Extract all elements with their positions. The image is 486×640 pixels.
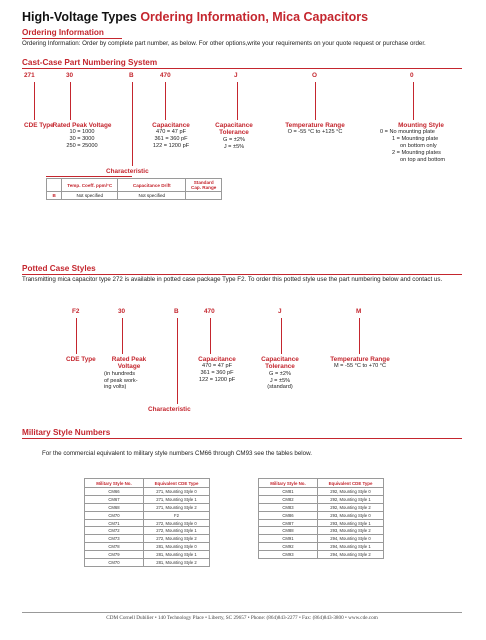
table-header-cell: Standard Cap. Range [186, 179, 222, 192]
page-title-part1: High-Voltage Types [22, 10, 141, 24]
table-cell: 271, Mounting Style 1 [144, 495, 210, 503]
table-cell: CM67 [85, 495, 144, 503]
cast-mounting-label: Mounting Style [398, 122, 444, 129]
table-cell: 293, Mounting Style 2 [318, 527, 384, 535]
page-title [22, 10, 368, 24]
potted-code-470: 470 [204, 308, 215, 315]
potted-rated-peak-value: of peak work- [104, 377, 138, 384]
table-cell: CM71 [85, 519, 144, 527]
potted-code-30: 30 [118, 308, 126, 315]
table-header-cell: Temp. Coeff. ppm/°C [62, 179, 118, 192]
table-header-row [47, 179, 222, 192]
table-cell: CM82 [259, 495, 318, 503]
potted-capacitance-value: 470 = 47 pF [201, 363, 232, 370]
potted-code-b: B [174, 308, 179, 315]
connector [132, 82, 133, 166]
connector [210, 318, 211, 354]
connector [237, 82, 238, 120]
military-rule [22, 438, 462, 439]
table-cell: CM66 [85, 488, 144, 496]
table-cell: 294, Mounting Style 2 [318, 551, 384, 559]
table-row [259, 543, 384, 551]
table-cell: CM73 [85, 535, 144, 543]
table-header-cell: Military Style No. [259, 479, 318, 488]
table-cell: CM86 [259, 511, 318, 519]
table-row [85, 527, 210, 535]
cast-tolerance [204, 122, 264, 150]
table-cell: CM92 [259, 543, 318, 551]
military-text: For the commercial equivalent to military style numbers CM66 through CM93 see the tables below. [42, 450, 312, 457]
cast-rated-peak-value: 10 = 1000 [69, 129, 95, 136]
table-row [259, 535, 384, 543]
potted-rated-peak [100, 356, 158, 391]
table-header-cell: Equivalent CDE Type [144, 479, 210, 488]
table-row [259, 503, 384, 511]
potted-temp-range-label: Temperature Range [330, 356, 390, 363]
table-row [85, 535, 210, 543]
table-header-cell: Military Style No. [85, 479, 144, 488]
table-cell: 281, Mounting Style 2 [144, 559, 210, 567]
military-table-2 [258, 478, 384, 559]
table-header-row [259, 479, 384, 488]
table-cell: 293, Mounting Style 0 [318, 511, 384, 519]
ordering-rule [22, 38, 122, 39]
table-cell: Not specified [62, 192, 118, 200]
cast-case-heading: Cast-Case Part Numbering System [22, 58, 158, 67]
cast-capacitance-value: 122 = 1200 pF [152, 143, 190, 149]
table-cell: 272, Mounting Style 1 [144, 527, 210, 535]
table-row [85, 503, 210, 511]
table-row [85, 511, 210, 519]
table-cell: CM81 [259, 488, 318, 496]
connector [165, 82, 166, 120]
potted-tolerance-value: J = ±5% [269, 377, 291, 384]
table-cell: CM87 [259, 519, 318, 527]
potted-capacitance-value: 122 = 1200 pF [198, 377, 236, 383]
table-cell: CM70 [85, 511, 144, 519]
cast-rated-peak [52, 122, 112, 150]
potted-tolerance [250, 356, 310, 391]
table-cell: CM93 [259, 551, 318, 559]
table-row [259, 488, 384, 496]
cast-tolerance-value: J = ±5% [223, 143, 245, 150]
table-cell: CM79 [85, 551, 144, 559]
table-cell: CM83 [259, 503, 318, 511]
potted-characteristic: Characteristic [148, 406, 191, 413]
table-cell: 294, Mounting Style 0 [318, 535, 384, 543]
cast-temp-range-label: Temperature Range [285, 122, 345, 129]
table-row [259, 527, 384, 535]
military-heading: Military Style Numbers [22, 428, 111, 437]
connector [359, 318, 360, 354]
page-title-part2: Ordering Information, Mica Capacitors [140, 10, 369, 24]
military-table-1 [84, 478, 210, 567]
table-row [259, 511, 384, 519]
table-cell: 292, Mounting Style 1 [318, 495, 384, 503]
cast-code-30: 30 [66, 72, 74, 79]
cast-mounting-value: on top and bottom [400, 156, 446, 163]
table-cell: 272, Mounting Style 0 [144, 519, 210, 527]
table-row [259, 495, 384, 503]
cast-code-o: O [312, 72, 317, 79]
table-cell: CM68 [85, 503, 144, 511]
cast-mounting [380, 122, 462, 163]
table-cell: 294, Mounting Style 1 [318, 543, 384, 551]
cast-capacitance-value: 361 = 360 pF [154, 136, 188, 143]
cast-code-j: J [234, 72, 238, 79]
potted-text: Transmitting mica capacitor type 272 is available in potted case package Type F2. To order this potted style use the part numbering below and contact us. [22, 276, 443, 283]
potted-capacitance-label: Capacitance [198, 356, 236, 363]
potted-tolerance-value: (standard) [267, 384, 293, 391]
table-row [85, 559, 210, 567]
table-row [85, 519, 210, 527]
table-cell: B [47, 192, 62, 200]
footer-text: CDM Cornell Dubilier • 140 Technology Place • Liberty, SC 29657 • Phone: (864)843-2277 • Fax: (864)843-3800 • www.cde.com [106, 615, 378, 621]
table-row [259, 519, 384, 527]
potted-code-m: M [356, 308, 362, 315]
table-cell: 292, Mounting Style 2 [318, 503, 384, 511]
connector [34, 82, 35, 120]
table-row [85, 551, 210, 559]
connector [46, 176, 132, 177]
potted-rule [22, 274, 462, 275]
table-cell: 272, Mounting Style 2 [144, 535, 210, 543]
cast-characteristic: Characteristic [106, 168, 149, 175]
cast-cde-type: CDE Type [24, 122, 54, 129]
cast-rated-peak-value: 30 = 3000 [69, 136, 95, 143]
potted-capacitance [186, 356, 248, 384]
cast-mounting-value: 0 = No mounting plate [380, 129, 435, 136]
characteristic-table [46, 178, 222, 200]
potted-temp-range [314, 356, 406, 370]
connector [122, 318, 123, 354]
potted-rated-peak-value: (in hundreds [104, 370, 136, 377]
cast-code-0: 0 [410, 72, 414, 79]
table-cell: F2 [144, 511, 210, 519]
cast-capacitance-value: 470 = 47 pF [155, 129, 186, 136]
potted-rated-peak-label: Rated Peak Voltage [111, 356, 147, 371]
table-cell [186, 192, 222, 200]
potted-heading: Potted Case Styles [22, 264, 96, 273]
cast-code-470: 470 [160, 72, 171, 79]
connector [177, 318, 178, 404]
connector [76, 318, 77, 354]
potted-tolerance-label: Capacitance Tolerance [261, 356, 299, 371]
table-cell: Not specified [118, 192, 186, 200]
potted-tolerance-value: G = ±2% [269, 370, 291, 377]
table-row [85, 543, 210, 551]
potted-code-j: J [278, 308, 282, 315]
table-cell: CM91 [259, 535, 318, 543]
cast-mounting-value: on bottom only [400, 143, 437, 149]
cast-rated-peak-value: 250 = 25000 [66, 143, 98, 149]
potted-capacitance-value: 361 = 360 pF [200, 370, 234, 377]
table-row [85, 488, 210, 496]
cast-capacitance-label: Capacitance [152, 122, 190, 129]
ordering-heading: Ordering Information [22, 28, 104, 37]
table-cell: 281, Mounting Style 1 [144, 551, 210, 559]
ordering-text: Ordering Information: Order by complete part number, as below. For other options,write your requirements on your quote request or purchase order. [22, 40, 426, 47]
connector [315, 82, 316, 120]
table-header-cell: Equivalent CDE Type [318, 479, 384, 488]
table-row [85, 495, 210, 503]
table-row [47, 192, 222, 200]
table-cell: 293, Mounting Style 1 [318, 519, 384, 527]
connector [413, 82, 414, 120]
cast-code-271: 271 [24, 72, 35, 79]
cast-mounting-value: 2 = Mounting plates [392, 149, 441, 156]
connector [70, 82, 71, 120]
table-row [259, 551, 384, 559]
table-cell: 271, Mounting Style 2 [144, 503, 210, 511]
potted-code-f2: F2 [72, 308, 80, 315]
table-cell: CM88 [259, 527, 318, 535]
cast-capacitance [140, 122, 202, 150]
table-header-cell [47, 179, 62, 192]
potted-rated-peak-value: ing volts) [104, 384, 127, 391]
table-header-row [85, 479, 210, 488]
cast-temp-range-value: O = -55 °C to +125 °C [287, 129, 343, 136]
potted-temp-range-value: M = -55 °C to +70 °C [333, 363, 387, 370]
cast-mounting-value: 1 = Mounting plate [392, 136, 439, 143]
cast-tolerance-label: Capacitance Tolerance [215, 122, 253, 137]
table-cell: CM78 [85, 543, 144, 551]
cast-temp-range [270, 122, 360, 136]
table-cell: 271, Mounting Style 0 [144, 488, 210, 496]
table-cell: CM70 [85, 559, 144, 567]
connector [281, 318, 282, 354]
cast-code-b: B [129, 72, 134, 79]
cast-rated-peak-label: Rated Peak Voltage [52, 122, 112, 129]
cast-case-rule [22, 68, 462, 69]
table-header-cell: Capacitance Drift [118, 179, 186, 192]
table-cell: 281, Mounting Style 0 [144, 543, 210, 551]
cast-tolerance-value: G = ±2% [223, 136, 245, 143]
table-cell: 292, Mounting Style 0 [318, 488, 384, 496]
potted-cde-type: CDE Type [66, 356, 96, 363]
footer-rule [22, 612, 462, 613]
table-cell: CM72 [85, 527, 144, 535]
